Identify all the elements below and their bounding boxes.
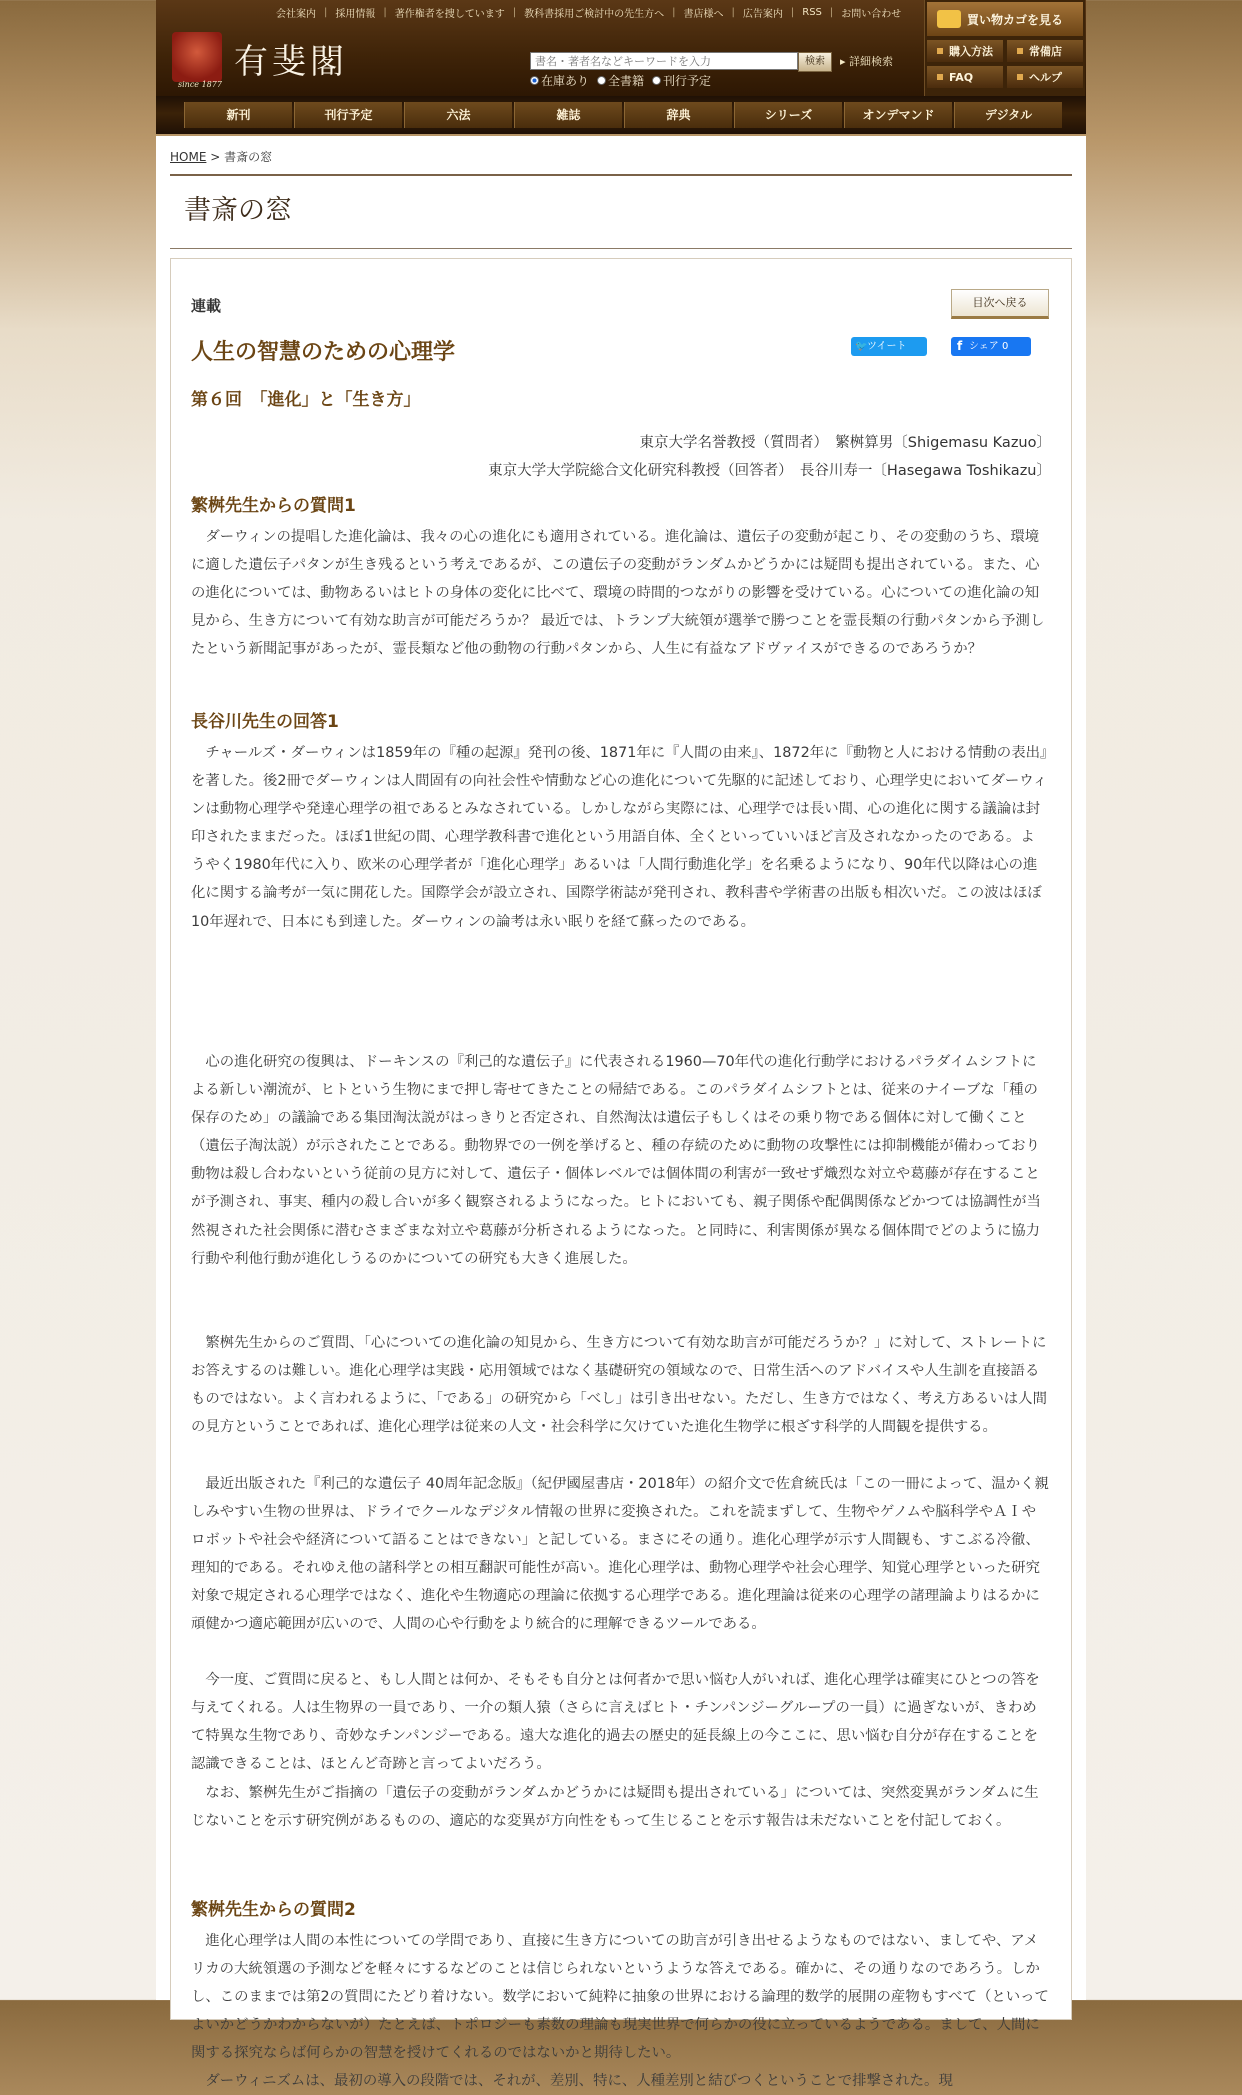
breadcrumb-home-link[interactable]: HOME: [170, 150, 207, 164]
article-subtitle: 第６回 「進化」と「生き方」: [191, 390, 421, 410]
nav-magazines[interactable]: 雑誌: [514, 102, 622, 128]
author-respondent: 東京大学大学院総合文化研究科教授（回答者） 長谷川寿一〔Hasegawa Toshikazu〕: [488, 463, 1051, 479]
nav-on-demand[interactable]: オンデマンド: [844, 102, 952, 128]
article-title: 人生の智慧のための心理学: [191, 340, 456, 365]
topnav-contact[interactable]: お問い合わせ: [841, 9, 902, 20]
tweet-button[interactable]: 🐦 ツイート: [851, 337, 927, 356]
top-navigation: 会社案内 | 採用情報 | 著作権者を捜しています | 教科書採用ご検討中の先生方へ | 書店様へ | 広告案内 | RSS | お問い合わせ: [276, 7, 902, 20]
article-box: [170, 258, 1072, 2089]
question-2-paragraph: 進化心理学は人間の本性についての学問であり、直接に生き方についての助言が引き出せるようなものではない、ましてや、アメリカの大統領選の予測などを軽々にするなどのことは信じられないというような答えである。確かに、その通りなのであろう。しかし、このままでは第2の質問にたどり着けない。数学において純粋に抽象の世界における論理的数学的展開の産物もすべて（といってよいかどうかわからないが）たとえば、トポロジーも素数の理論も現実世界で何らかの役に立っているようである。まして、人間に関する探究ならば何らかの智慧を授けてくれるのではないかと期待したい。: [191, 1933, 1049, 2062]
question-2-paragraph: ダーウィニズムは、最初の導入の段階では、それが、差別、特に、人種差別と結びつくということで排撃された。現: [205, 2073, 953, 2089]
radio-all-books[interactable]: 全書籍: [597, 72, 644, 89]
answer-1-paragraph: なお、繁桝先生がご指摘の「遺伝子の変動がランダムかどうかには疑問も提出されている」については、突然変異がランダムに生じないことを示す研究例があるものの、適応的な変異が方向性をもって生じることを示す報告は未だないことを付記しておく。: [191, 1785, 1039, 1830]
nav-roppo[interactable]: 六法: [404, 102, 512, 128]
site-header: [156, 0, 1086, 96]
question-1-text: ダーウィンの提唱した進化論は、我々の心の進化にも適用されている。進化論は、遺伝子の変動が起こり、その変動のうち、環境に適した遺伝子パタンが生き残るという考えであるが、この遺伝子の変動がランダムかどうかには疑問も提出されている。また、心の進化については、動物あるいはヒトの身体の変化に比べて、環境の時間的つながりの影響を受けている。心についての進化論の知見から、生き方について有効な助言が可能だろうか？ 最近では、トランプ大統領が選挙で勝つことを霊長類の行動パタンから予測したという新聞記事があったが、霊長類など他の動物の行動パタンから、人生に有益なアドヴァイスができるのであろうか？: [191, 529, 1045, 658]
radio-upcoming[interactable]: 刊行予定: [652, 72, 711, 89]
logo-emblem-icon[interactable]: [172, 32, 222, 82]
answer-1-heading: 長谷川先生の回答1: [191, 712, 339, 732]
radio-in-stock[interactable]: 在庫あり: [530, 72, 589, 89]
nav-series[interactable]: シリーズ: [734, 102, 842, 128]
radio-selected-icon: [530, 76, 539, 85]
cart-icon: [937, 10, 961, 28]
topnav-company[interactable]: 会社案内: [276, 9, 316, 20]
logo-since: since 1877: [178, 80, 222, 89]
back-to-toc-button[interactable]: 目次へ戻る: [951, 289, 1049, 319]
radio-icon: [652, 76, 661, 85]
nav-upcoming[interactable]: 刊行予定: [294, 102, 402, 128]
search-button[interactable]: 検索: [798, 52, 832, 72]
search-scope-options: [530, 72, 711, 89]
topnav-bookstores[interactable]: 書店様へ: [683, 9, 724, 20]
divider: [170, 248, 1072, 249]
topnav-ads[interactable]: 広告案内: [742, 9, 783, 20]
content-panel: [156, 136, 1086, 2089]
topnav-recruit[interactable]: 採用情報: [335, 9, 376, 20]
answer-1-paragraph: 繁桝先生からのご質問、「心についての進化論の知見から、生き方について有効な助言が可能だろうか？」に対して、ストレートにお答えするのは難しい。進化心理学は実践・応用領域ではなく基礎研究の領域なので、日常生活へのアドバイスや人生訓を直接語るものではない。よく言われるように、「である」の研究から「べし」は引き出せない。ただし、生き方ではなく、考え方あるいは人間の見方ということであれば、進化心理学は従来の人文・社会科学に欠けていた進化生物学に根ざす科学的人間観を提供する。: [191, 1335, 1047, 1436]
divider: [170, 174, 1072, 176]
logo-text[interactable]: 有斐閣: [234, 42, 348, 82]
breadcrumb-current: 書斎の窓: [224, 150, 273, 164]
question-1-heading: 繁桝先生からの質問1: [191, 496, 356, 516]
page-wrapper: [156, 0, 1086, 2089]
answer-1-paragraph: 今一度、ご質問に戻ると、もし人間とは何か、そもそも自分とは何者かで思い悩む人がいれば、進化心理学は確実にひとつの答を与えてくれる。人は生物界の一員であり、一介の類人猿（さらに言えばヒト・チンパンジーグループの一員）に過ぎないが、きわめて特異な生物であり、奇妙なチンパンジーである。遠大な進化的過去の歴史的延長線上の今ここに、思い悩む自分が存在することを認識できることは、ほとんど奇跡と言ってよいだろう。: [191, 1672, 1040, 1773]
answer-1-paragraph: 心の進化研究の復興は、ドーキンスの『利己的な遺伝子』に代表される1960—70年代の進化行動学におけるパラダイムシフトによる新しい潮流が、ヒトという生物にまで押し寄せてきたことの帰結である。このパラダイムシフトとは、従来のナイーブな「種の保存のため」の議論である集団淘汰説がはっきりと否定され、自然淘汰は遺伝子もしくはその乗り物である個体に対して働くこと（遺伝子淘汰説）が示されたことである。動物界での一例を挙げると、種の存続のために動物の攻撃性には抑制機能が備わっており動物は殺し合わないという従前の見方に対して、遺伝子・個体レベルでは個体間の利害が一致せず熾烈な対立や葛藤が存在することが予測され、事実、種内の殺し合いが多く観察されるようになった。ヒトにおいても、親子関係や配偶関係などかつては協調性が当然視された社会関係に潜むさまざまな対立や葛藤が分析されるようになった。と同時に、利害関係が異なる個体間でどのように協力行動や利他行動が進化しうるのかについての研究も大きく進展した。: [191, 1054, 1041, 1267]
header-side-box: [924, 0, 1085, 96]
answer-1-paragraph: 最近出版された『利己的な遺伝子 40周年記念版』（紀伊國屋書店・2018年）の紹介文で佐倉統氏は「この一冊によって、温かく親しみやすい生物の世界は、ドライでクールなデジタル情報の世界に変換された。これを読まずして、生物やゲノムや脳科学やＡＩやロボットや社会や経済について語ることはできない」と記している。まさにその通り。進化心理学が示す人間観も、すこぶる冷徹、理知的である。それゆえ他の諸科学との相互翻訳可能性が高い。進化心理学は、動物心理学や社会心理学、知覚心理学といった研究対象で規定される心理学ではなく、進化や生物適応の理論に依拠する心理学である。進化理論は従来の心理学の諸理論よりはるかに頑健かつ適応範囲が広いので、人間の心や行動をより統合的に理解できるツールである。: [191, 1476, 1049, 1633]
facebook-share-button[interactable]: f シェア 0: [951, 337, 1031, 356]
topnav-teachers[interactable]: 教科書採用ご検討中の先生方へ: [524, 9, 665, 20]
help-link[interactable]: ヘルプ: [1007, 66, 1083, 88]
answer-1-paragraph: チャールズ・ダーウィンは1859年の『種の起源』発刊の後、1871年に『人間の由来』、1872年に『動物と人における情動の表出』を著した。後2冊でダーウィンは人間固有の向社会性や情動など心の進化について先駆的に記述しており、心理学史においてダーウィンは動物心理学や発達心理学の祖であるとみなされている。しかしながら実際には、心理学では長い間、心の進化に関する議論は封印されたままだった。ほぼ1世紀の間、心理学教科書で進化という用語自体、全くといっていいほど言及されなかったのである。ようやく1980年代に入り、欧米の心理学者が「進化心理学」あるいは「人間行動進化学」を名乗るようになり、90年代以降は心の進化に関する論考が一気に開花した。国際学会が設立され、国際学術誌が発刊され、教科書や学術書の出版も相次いだ。この波はほぼ10年遅れで、日本にも到達した。ダーウィンの論考は永い眠りを経て蘇ったのである。: [191, 745, 1048, 930]
nav-dictionaries[interactable]: 辞典: [624, 102, 732, 128]
how-to-buy-link[interactable]: 購入方法: [927, 40, 1003, 62]
advanced-search-link[interactable]: ▸ 詳細検索: [840, 55, 894, 68]
topnav-rss[interactable]: RSS: [802, 7, 822, 18]
main-navigation: [156, 96, 1086, 134]
stockist-link[interactable]: 常備店: [1007, 40, 1083, 62]
topnav-copyright[interactable]: 著作権者を捜しています: [394, 9, 505, 20]
radio-icon: [597, 76, 606, 85]
page-title: 書斎の窓: [184, 195, 292, 226]
question-2-heading: 繁桝先生からの質問2: [191, 1900, 356, 1920]
cart-button[interactable]: 買い物カゴを見る: [927, 2, 1083, 36]
nav-digital[interactable]: デジタル: [954, 102, 1062, 128]
nav-new-releases[interactable]: 新刊: [184, 102, 292, 128]
faq-link[interactable]: FAQ: [927, 66, 1003, 88]
breadcrumb: HOME > 書斎の窓: [170, 150, 273, 164]
author-questioner: 東京大学名誉教授（質問者） 繁桝算男〔Shigemasu Kazuo〕: [639, 435, 1051, 451]
series-label: 連載: [191, 297, 222, 315]
search-input[interactable]: [530, 52, 798, 70]
